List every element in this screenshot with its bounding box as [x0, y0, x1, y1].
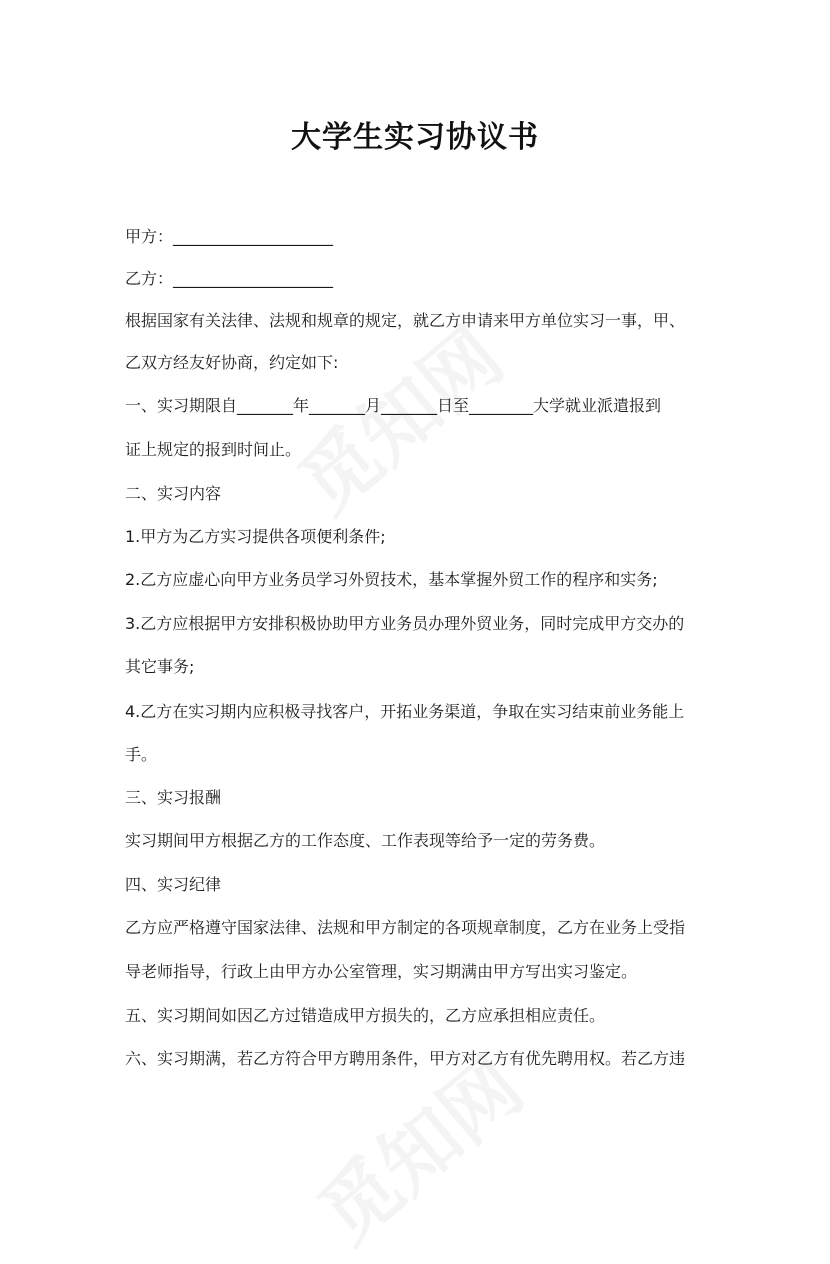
section-2-heading: 二、实习内容: [125, 484, 222, 503]
section-6-line-1: 六、实习期满，若乙方符合甲方聘用条件，甲方对乙方有优先聘用权。若乙方违: [125, 1049, 686, 1068]
item-3-line-2: 其它事务;: [125, 657, 195, 676]
document-title: 大学生实习协议书: [291, 120, 539, 155]
item-4-line-2: 手。: [125, 745, 158, 764]
section-4-body-line-1: 乙方应严格遵守国家法律、法规和甲方制定的各项规章制度，乙方在业务上受指: [125, 918, 686, 937]
item-3-line-1: 3.乙方应根据甲方安排积极协助甲方业务员办理外贸业务，同时完成甲方交办的: [125, 614, 685, 633]
party-b-line: 乙方：____________________: [125, 269, 334, 288]
party-a-line: 甲方：____________________: [125, 227, 334, 246]
section-4-body-line-2: 导老师指导，行政上由甲方办公室管理，实习期满由甲方写出实习鉴定。: [125, 962, 638, 981]
section-5: 五、实习期间如因乙方过错造成甲方损失的，乙方应承担相应责任。: [125, 1006, 606, 1025]
clause-1-line-1: 一、实习期限自_______年_______月_______日至________大学就业派遣报到: [125, 396, 662, 415]
section-3-heading: 三、实习报酬: [125, 788, 222, 807]
item-2: 2.乙方应虚心向甲方业务员学习外贸技术，基本掌握外贸工作的程序和实务;: [125, 570, 658, 589]
preamble-line-1: 根据国家有关法律、法规和规章的规定，就乙方申请来甲方单位实习一事，甲、: [125, 311, 686, 330]
item-1: 1.甲方为乙方实习提供各项便利条件;: [125, 527, 386, 546]
preamble-line-2: 乙双方经友好协商，约定如下:: [125, 353, 339, 372]
clause-1-line-2: 证上规定的报到时间止。: [125, 440, 302, 459]
section-3-body: 实习期间甲方根据乙方的工作态度、工作表现等给予一定的劳务费。: [125, 831, 606, 850]
item-4-line-1: 4.乙方在实习期内应积极寻找客户，开拓业务渠道，争取在实习结束前业务能上: [125, 702, 685, 721]
watermark-top: [271, 298, 522, 534]
section-4-heading: 四、实习纪律: [125, 875, 222, 894]
